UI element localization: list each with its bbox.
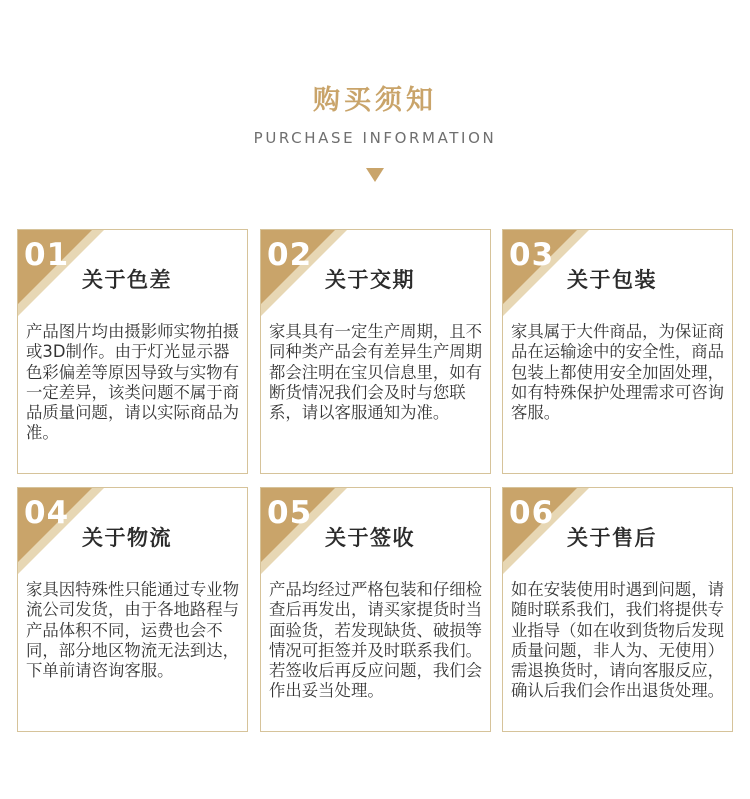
chevron-down-icon	[366, 168, 384, 182]
card-title: 关于交期	[325, 268, 415, 292]
card-body: 家具属于大件商品，为保证商品在运输途中的安全性，商品包装上都使用安全加固处理，如有特殊保护处理需求可咨询客服。	[511, 322, 725, 423]
info-card-delivery-time	[260, 229, 491, 474]
card-number: 02	[267, 237, 313, 273]
card-title: 关于物流	[82, 526, 172, 550]
info-card-logistics	[17, 487, 248, 732]
info-card-color-difference	[17, 229, 248, 474]
info-card-after-sales	[502, 487, 733, 732]
card-number: 01	[24, 237, 70, 273]
page-title: 购买须知	[313, 85, 437, 116]
card-title: 关于色差	[82, 268, 172, 292]
card-body: 如在安装使用时遇到问题，请随时联系我们，我们将提供专业指导（如在收到货物后发现质量问题，非人为、无使用）需退换货时，请向客服反应，确认后我们会作出退货处理。	[511, 580, 725, 701]
card-title: 关于签收	[325, 526, 415, 550]
card-body: 家具具有一定生产周期，且不同种类产品会有差异生产周期都会注明在宝贝信息里，如有断货情况我们会及时与您联系，请以客服通知为准。	[269, 322, 483, 423]
card-title: 关于售后	[567, 526, 657, 550]
info-card-packaging	[502, 229, 733, 474]
info-card-receipt	[260, 487, 491, 732]
card-number: 04	[24, 495, 70, 531]
card-body: 家具因特殊性只能通过专业物流公司发货，由于各地路程与产品体积不同，运费也会不同，部分地区物流无法到达，下单前请咨询客服。	[26, 580, 240, 681]
card-title: 关于包装	[567, 268, 657, 292]
card-number: 05	[267, 495, 313, 531]
card-number: 06	[509, 495, 555, 531]
page-subtitle: PURCHASE INFORMATION	[253, 129, 497, 147]
card-body: 产品图片均由摄影师实物拍摄或3D制作。由于灯光显示器色彩偏差等原因导致与实物有一定差异，该类问题不属于商品质量问题，请以实际商品为准。	[26, 322, 240, 443]
card-body: 产品均经过严格包装和仔细检查后再发出，请买家提货时当面验货，若发现缺货、破损等情况可拒签并及时联系我们。若签收后再反应问题，我们会作出妥当处理。	[269, 580, 483, 701]
card-number: 03	[509, 237, 555, 273]
